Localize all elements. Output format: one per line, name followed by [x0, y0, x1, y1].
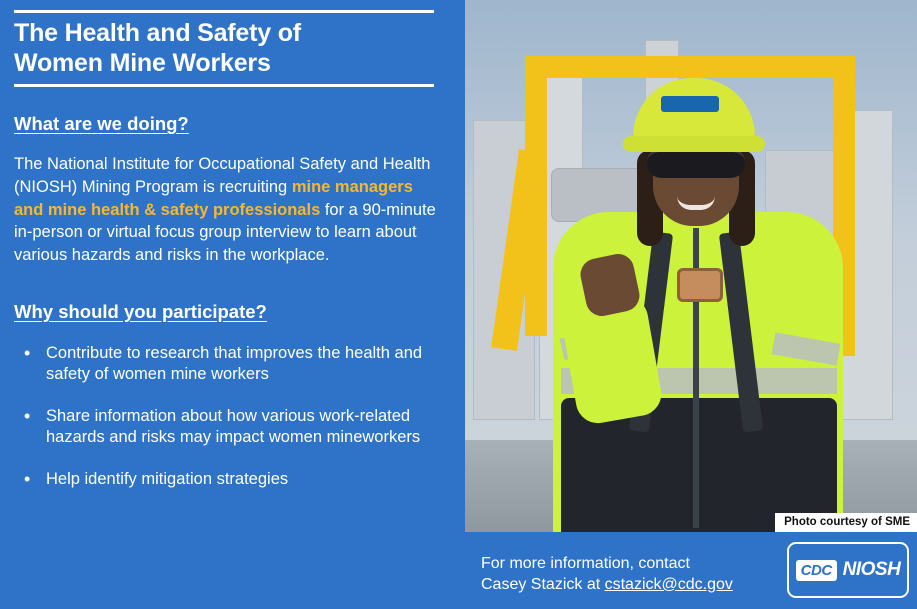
title-block [14, 10, 434, 87]
niosh-logo-mark: NIOSH [842, 559, 901, 580]
body-text-part-1: The National Institute for Occupational Safety and Health (NIOSH) Mining Program is recruiting [14, 155, 431, 196]
list-item: • Contribute to research that improves the health and safety of women mine workers [18, 343, 438, 386]
benefits-list [14, 343, 443, 490]
contact-name: Casey Stazick at [481, 575, 605, 593]
contact-email-link[interactable]: cstazick@cdc.gov [604, 575, 733, 593]
contact-bar [465, 532, 917, 609]
cdc-niosh-logo [787, 542, 909, 598]
list-item: • Help identify mitigation strategies [18, 469, 438, 490]
section-what-body [14, 153, 446, 267]
photo-worker-figure [465, 0, 917, 532]
body-text-highlight: mine managers and mine health & safety professionals [14, 177, 413, 219]
photo-credit: Photo courtesy of SME [775, 513, 917, 532]
page-title-line-2: Women Mine Workers [14, 48, 271, 77]
photo-safety-goggles [647, 148, 745, 178]
contact-line-1: For more information, contact [481, 555, 690, 572]
page-title-line-1: The Health and Safety of [14, 19, 301, 47]
list-item: • Share information about how various work-related hazards and risks may impact women mineworkers [18, 406, 438, 449]
page-title [14, 19, 434, 78]
right-column [465, 0, 917, 609]
worker-photo [465, 0, 917, 532]
photo-helmet-brand-logo [661, 96, 719, 112]
body-text-part-2: for a 90-minute in-person or virtual focus group interview to learn about various hazards and risks in the workplace. [14, 200, 436, 265]
photo-hard-hat-brim [623, 136, 765, 152]
section-heading-why-participate: Why should you participate? [14, 300, 267, 322]
cdc-logo-mark: CDC [796, 560, 837, 581]
section-heading-what-are-we-doing: What are we doing? [14, 113, 189, 134]
photo-harness-buckle [677, 268, 723, 302]
